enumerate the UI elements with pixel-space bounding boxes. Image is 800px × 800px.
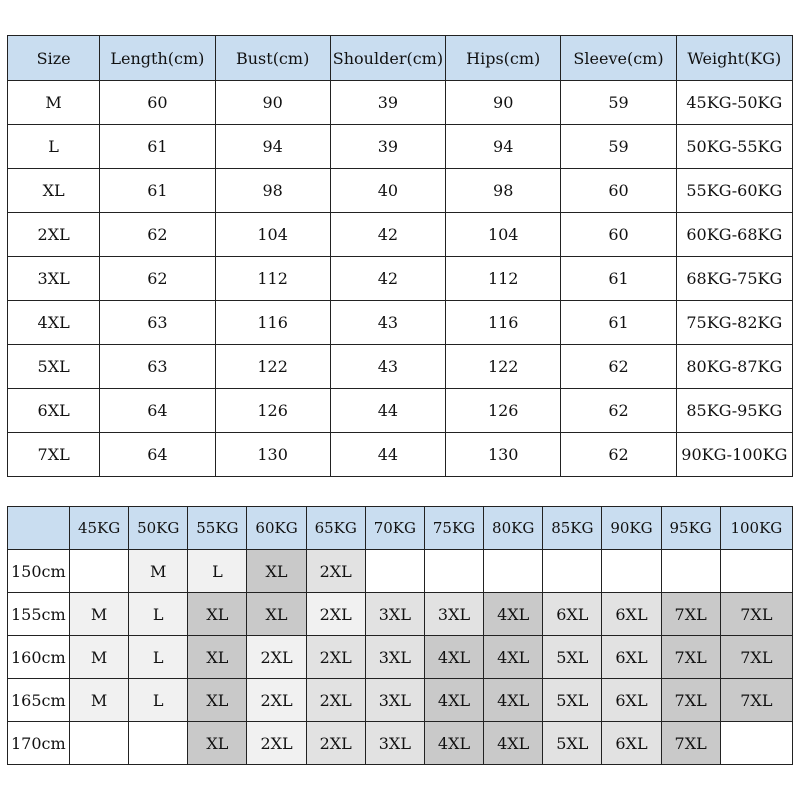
fit-size-cell: 4XL [424, 636, 483, 679]
weight-header: 95KG [661, 507, 720, 550]
cell-length: 62 [100, 257, 215, 301]
header-hips: Hips(cm) [446, 36, 561, 81]
cell-size: M [8, 81, 100, 125]
fit-size-cell [720, 722, 792, 765]
fit-size-cell: XL [188, 722, 247, 765]
fit-size-cell: 2XL [306, 679, 365, 722]
fit-row [8, 593, 793, 636]
cell-shoulder: 44 [330, 433, 445, 477]
size-row [8, 213, 793, 257]
fit-size-cell [484, 550, 543, 593]
fit-size-cell: M [70, 593, 129, 636]
fit-size-cell: 2XL [306, 722, 365, 765]
fit-size-cell [70, 722, 129, 765]
cell-weight: 80KG-87KG [676, 345, 792, 389]
fit-size-cell: 3XL [365, 679, 424, 722]
fit-size-cell: 6XL [602, 722, 661, 765]
cell-sleeve: 59 [561, 125, 676, 169]
fit-size-cell: 6XL [543, 593, 602, 636]
cell-size: 5XL [8, 345, 100, 389]
header-size: Size [8, 36, 100, 81]
fit-size-cell [424, 550, 483, 593]
height-label: 165cm [8, 679, 70, 722]
fit-size-cell: 4XL [424, 679, 483, 722]
fit-size-cell: 3XL [365, 593, 424, 636]
fit-size-cell: 4XL [484, 679, 543, 722]
fit-size-cell: M [70, 636, 129, 679]
cell-hips: 122 [446, 345, 561, 389]
fit-size-cell: 7XL [720, 636, 792, 679]
fit-size-cell: 3XL [365, 722, 424, 765]
cell-shoulder: 42 [330, 213, 445, 257]
fit-size-cell: L [129, 636, 188, 679]
size-row [8, 257, 793, 301]
cell-sleeve: 61 [561, 301, 676, 345]
cell-shoulder: 42 [330, 257, 445, 301]
header-length: Length(cm) [100, 36, 215, 81]
fit-size-cell: 5XL [543, 636, 602, 679]
cell-shoulder: 43 [330, 345, 445, 389]
fit-size-cell: M [70, 679, 129, 722]
weight-header: 50KG [129, 507, 188, 550]
cell-weight: 60KG-68KG [676, 213, 792, 257]
size-chart-table [7, 35, 793, 477]
cell-length: 63 [100, 301, 215, 345]
weight-header: 75KG [424, 507, 483, 550]
fit-size-cell: L [188, 550, 247, 593]
cell-hips: 126 [446, 389, 561, 433]
weight-header: 80KG [484, 507, 543, 550]
fit-size-cell [70, 550, 129, 593]
cell-weight: 68KG-75KG [676, 257, 792, 301]
cell-weight: 45KG-50KG [676, 81, 792, 125]
height-label: 160cm [8, 636, 70, 679]
fit-size-cell: M [129, 550, 188, 593]
fit-size-cell: XL [247, 593, 306, 636]
cell-weight: 50KG-55KG [676, 125, 792, 169]
fit-guide-corner-cell [8, 507, 70, 550]
size-row [8, 81, 793, 125]
fit-size-cell: 3XL [365, 636, 424, 679]
size-row [8, 433, 793, 477]
cell-bust: 104 [215, 213, 330, 257]
header-sleeve: Sleeve(cm) [561, 36, 676, 81]
cell-shoulder: 39 [330, 125, 445, 169]
fit-size-cell: 5XL [543, 722, 602, 765]
fit-size-cell: 3XL [424, 593, 483, 636]
cell-sleeve: 62 [561, 433, 676, 477]
weight-header: 85KG [543, 507, 602, 550]
cell-bust: 94 [215, 125, 330, 169]
fit-size-cell: 7XL [720, 679, 792, 722]
cell-length: 62 [100, 213, 215, 257]
fit-size-cell: 4XL [484, 722, 543, 765]
fit-row [8, 636, 793, 679]
cell-sleeve: 59 [561, 81, 676, 125]
cell-bust: 126 [215, 389, 330, 433]
fit-size-cell: 6XL [602, 593, 661, 636]
fit-size-cell: 5XL [543, 679, 602, 722]
cell-size: L [8, 125, 100, 169]
size-row [8, 169, 793, 213]
weight-header: 100KG [720, 507, 792, 550]
fit-size-cell: 4XL [484, 593, 543, 636]
fit-size-cell [661, 550, 720, 593]
height-label: 170cm [8, 722, 70, 765]
cell-shoulder: 39 [330, 81, 445, 125]
weight-header: 60KG [247, 507, 306, 550]
fit-size-cell: 2XL [306, 636, 365, 679]
cell-bust: 90 [215, 81, 330, 125]
weight-header: 65KG [306, 507, 365, 550]
cell-hips: 130 [446, 433, 561, 477]
fit-size-cell: 6XL [602, 679, 661, 722]
fit-size-cell: XL [188, 593, 247, 636]
fit-size-cell: 2XL [247, 679, 306, 722]
fit-row [8, 550, 793, 593]
cell-shoulder: 40 [330, 169, 445, 213]
cell-bust: 112 [215, 257, 330, 301]
height-label: 155cm [8, 593, 70, 636]
cell-weight: 75KG-82KG [676, 301, 792, 345]
height-label: 150cm [8, 550, 70, 593]
fit-size-cell: 7XL [720, 593, 792, 636]
cell-length: 64 [100, 389, 215, 433]
cell-sleeve: 60 [561, 169, 676, 213]
cell-size: 4XL [8, 301, 100, 345]
fit-row [8, 722, 793, 765]
fit-size-cell: 2XL [306, 593, 365, 636]
cell-bust: 130 [215, 433, 330, 477]
cell-weight: 55KG-60KG [676, 169, 792, 213]
size-chart-header-row [8, 36, 793, 81]
cell-sleeve: 62 [561, 345, 676, 389]
cell-size: 6XL [8, 389, 100, 433]
fit-size-cell: 2XL [247, 722, 306, 765]
cell-hips: 94 [446, 125, 561, 169]
cell-size: 2XL [8, 213, 100, 257]
fit-size-cell: XL [188, 679, 247, 722]
cell-size: 7XL [8, 433, 100, 477]
fit-size-cell: 7XL [661, 722, 720, 765]
cell-hips: 98 [446, 169, 561, 213]
fit-size-cell: L [129, 679, 188, 722]
cell-hips: 104 [446, 213, 561, 257]
cell-hips: 112 [446, 257, 561, 301]
size-row [8, 301, 793, 345]
fit-size-cell [602, 550, 661, 593]
weight-header: 45KG [70, 507, 129, 550]
weight-header: 70KG [365, 507, 424, 550]
cell-weight: 85KG-95KG [676, 389, 792, 433]
fit-size-cell: 4XL [484, 636, 543, 679]
fit-size-cell: 2XL [247, 636, 306, 679]
fit-row [8, 679, 793, 722]
cell-length: 64 [100, 433, 215, 477]
cell-shoulder: 43 [330, 301, 445, 345]
header-bust: Bust(cm) [215, 36, 330, 81]
cell-sleeve: 62 [561, 389, 676, 433]
fit-guide-table [7, 506, 793, 765]
fit-size-cell [129, 722, 188, 765]
fit-size-cell: 7XL [661, 679, 720, 722]
fit-size-cell: 7XL [661, 636, 720, 679]
cell-length: 60 [100, 81, 215, 125]
cell-length: 61 [100, 169, 215, 213]
fit-size-cell [365, 550, 424, 593]
header-shoulder: Shoulder(cm) [330, 36, 445, 81]
fit-size-cell: 6XL [602, 636, 661, 679]
cell-sleeve: 60 [561, 213, 676, 257]
size-row [8, 389, 793, 433]
cell-hips: 90 [446, 81, 561, 125]
cell-length: 63 [100, 345, 215, 389]
fit-size-cell: 7XL [661, 593, 720, 636]
cell-sleeve: 61 [561, 257, 676, 301]
fit-size-cell [543, 550, 602, 593]
size-chart-body [8, 81, 793, 477]
fit-size-cell: 4XL [424, 722, 483, 765]
size-row [8, 125, 793, 169]
cell-bust: 116 [215, 301, 330, 345]
cell-bust: 122 [215, 345, 330, 389]
cell-hips: 116 [446, 301, 561, 345]
weight-header: 55KG [188, 507, 247, 550]
cell-shoulder: 44 [330, 389, 445, 433]
cell-bust: 98 [215, 169, 330, 213]
fit-size-cell [720, 550, 792, 593]
header-weight: Weight(KG) [676, 36, 792, 81]
cell-size: 3XL [8, 257, 100, 301]
weight-header: 90KG [602, 507, 661, 550]
fit-size-cell: L [129, 593, 188, 636]
fit-size-cell: 2XL [306, 550, 365, 593]
size-row [8, 345, 793, 389]
cell-weight: 90KG-100KG [676, 433, 792, 477]
fit-guide-body [8, 550, 793, 765]
fit-guide-header-row [8, 507, 793, 550]
cell-size: XL [8, 169, 100, 213]
fit-size-cell: XL [188, 636, 247, 679]
fit-size-cell: XL [247, 550, 306, 593]
cell-length: 61 [100, 125, 215, 169]
